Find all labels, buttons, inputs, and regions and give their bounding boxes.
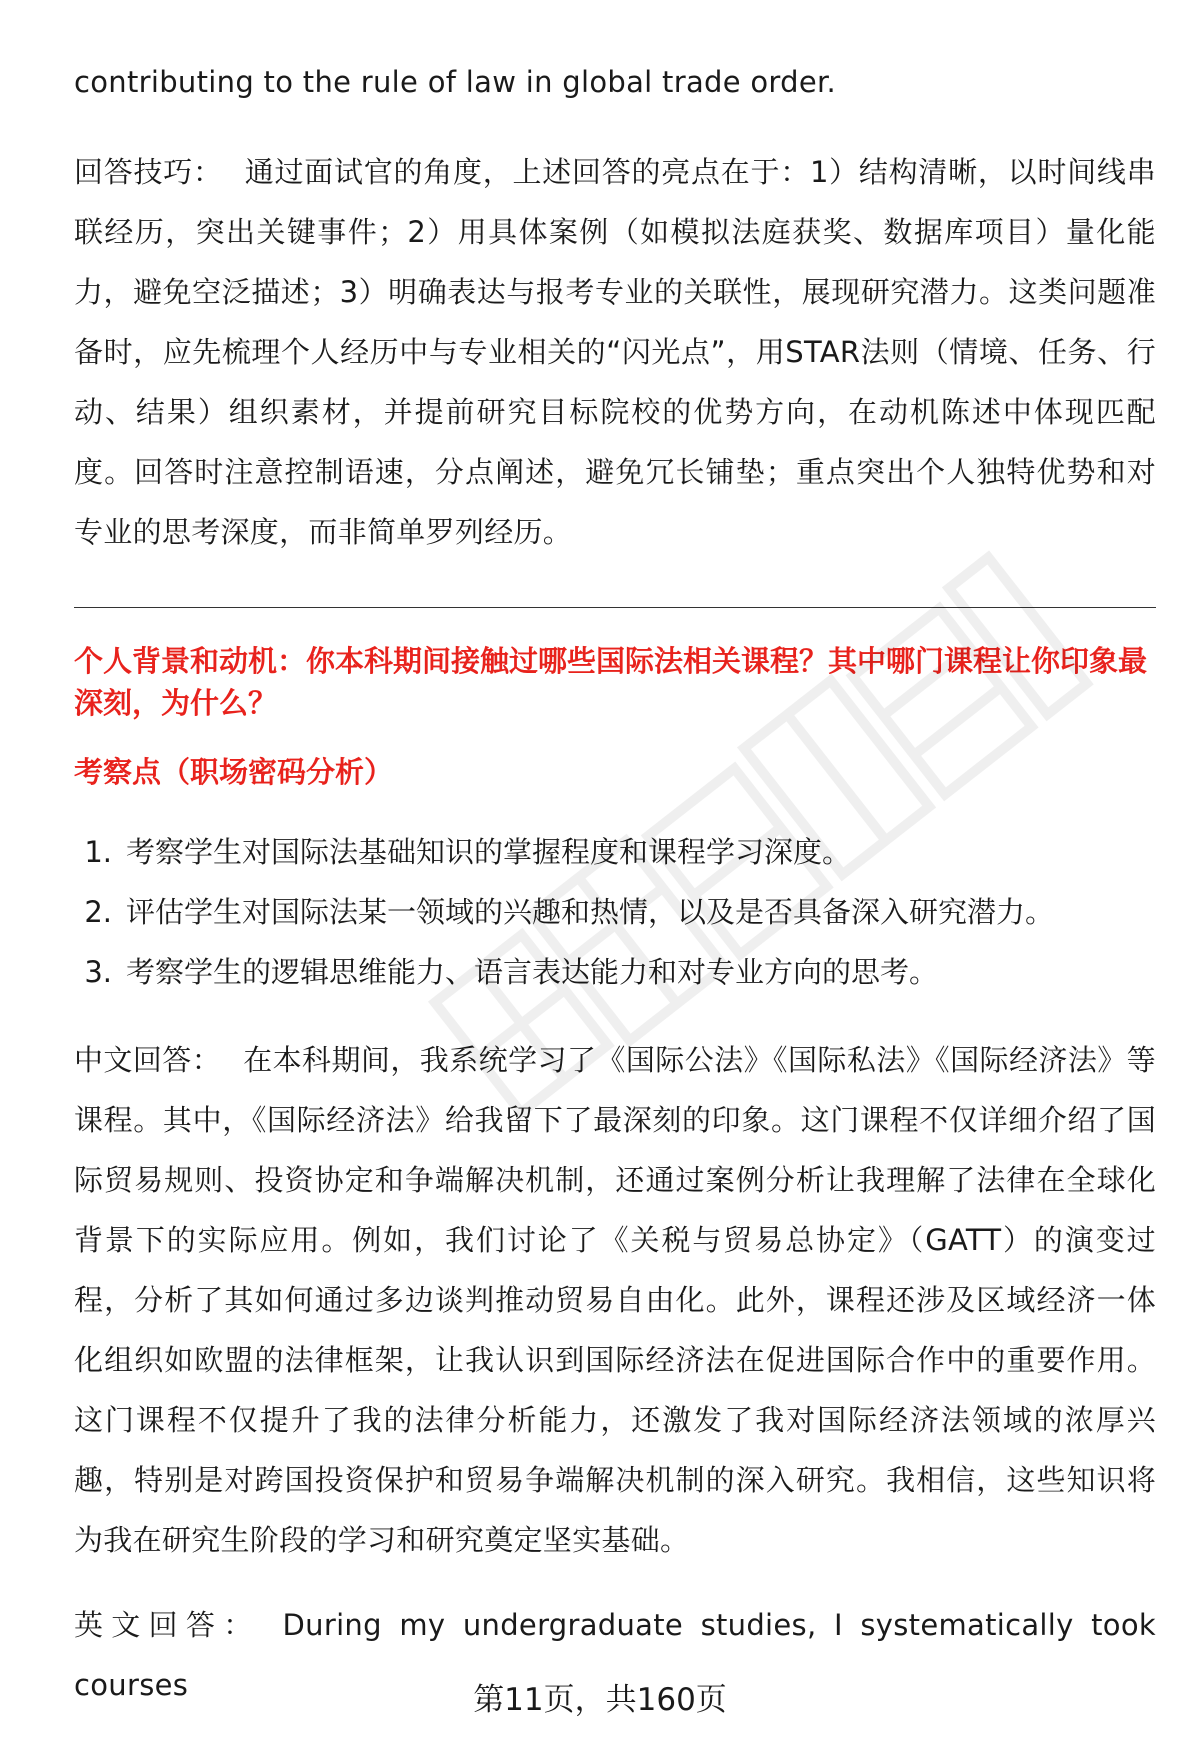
assessment-heading: 考察点（职场密码分析） xyxy=(74,755,394,789)
assessment-item xyxy=(74,822,1156,882)
assessment-item xyxy=(74,882,1156,942)
english-answer-label: 英文回答： xyxy=(74,1608,261,1642)
answer-tips-paragraph xyxy=(74,142,1156,562)
continued-text: contributing to the rule of law in global trade order. xyxy=(74,65,837,99)
assessment-item-text: 考察学生对国际法基础知识的掌握程度和课程学习深度。 xyxy=(126,835,852,869)
continued-paragraph xyxy=(74,52,1156,112)
chinese-answer-text: 在本科期间，我系统学习了《国际公法》《国际私法》《国际经济法》等课程。其中，《国际经济法》给我留下了最深刻的印象。这门课程不仅详细介绍了国际贸易规则、投资协定和争端解决机制，还通过案例分析让我理解了法律在全球化背景下的实际应用。例如，我们讨论了《关税与贸易总协定》（GATT）的演变过程，分析了其如何通过多边谈判推动贸易自由化。此外，课程还涉及区域经济一体化组织如欧盟的法律框架，让我认识到国际经济法在促进国际合作中的重要作用。这门课程不仅提升了我的法律分析能力，还激发了我对国际经济法领域的浓厚兴趣，特别是对跨国投资保护和贸易争端解决机制的深入研究。我相信，这些知识将为我在研究生阶段的学习和研究奠定坚实基础。 xyxy=(74,1043,1156,1557)
assessment-item-text: 考察学生的逻辑思维能力、语言表达能力和对专业方向的思考。 xyxy=(126,955,939,989)
chinese-answer-label: 中文回答： xyxy=(74,1043,222,1077)
assessment-item-text: 评估学生对国际法某一领域的兴趣和热情，以及是否具备深入研究潜力。 xyxy=(126,895,1055,929)
assessment-item xyxy=(74,942,1156,1002)
assessment-item-number: 3. xyxy=(84,955,112,989)
page-number-footer: 第11页，共160页 xyxy=(473,1682,727,1718)
english-answer-text: During my undergraduate studies, I systematically took courses xyxy=(74,1608,1156,1702)
assessment-list xyxy=(74,822,1156,1002)
document-page xyxy=(74,0,1156,1755)
answer-tips-label: 回答技巧： xyxy=(74,155,223,189)
assessment-item-number: 2. xyxy=(84,895,112,929)
chinese-answer-paragraph xyxy=(74,1030,1156,1570)
assessment-item-number: 1. xyxy=(84,835,112,869)
answer-tips-text: 通过面试官的角度，上述回答的亮点在于：1）结构清晰，以时间线串联经历，突出关键事件；2）用具体案例（如模拟法庭获奖、数据库项目）量化能力，避免空泛描述；3）明确表达与报考专业的关联性，展现研究潜力。这类问题准备时，应先梳理个人经历中与专业相关的“闪光点”，用STAR法则（情境、任务、行动、结果）组织素材，并提前研究目标院校的优势方向，在动机陈述中体现匹配度。回答时注意控制语速，分点阐述，避免冗长铺垫；重点突出个人独特优势和对专业的思考深度，而非简单罗列经历。 xyxy=(74,155,1156,549)
section-divider xyxy=(74,607,1156,608)
question-heading: 个人背景和动机：你本科期间接触过哪些国际法相关课程？其中哪门课程让你印象最深刻，为什么？ xyxy=(74,644,1148,720)
